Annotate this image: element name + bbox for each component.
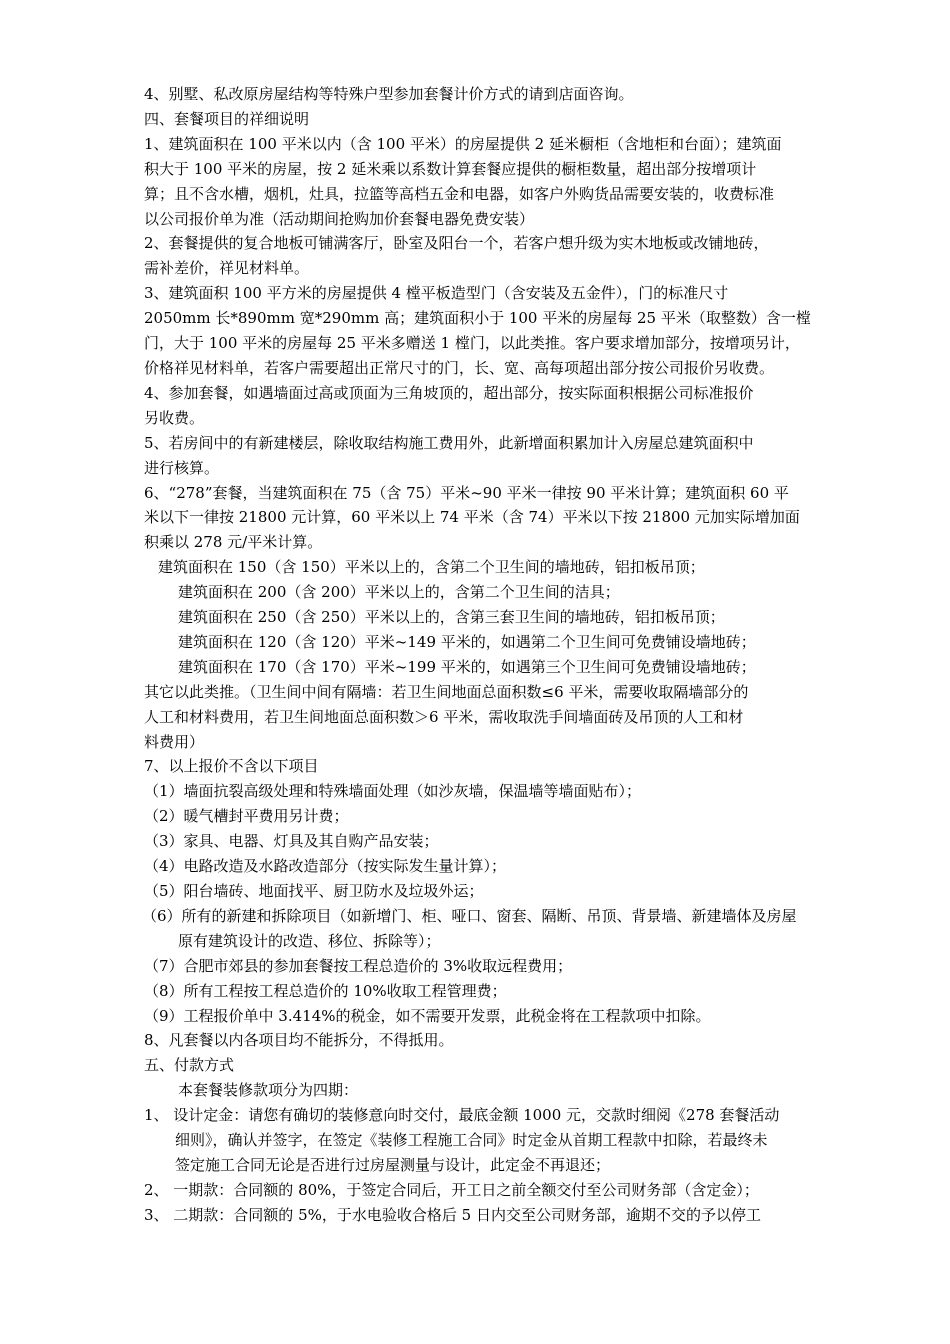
- text-line: 4、别墅、私改原房屋结构等特殊户型参加套餐计价方式的请到店面咨询。: [144, 85, 634, 103]
- list-item-continued: 细则》，确认并签字，在签定《装修工程施工合同》时定金从首期工程款中扣除，若最终未: [175, 1131, 768, 1150]
- list-item: （4）电路改造及水路改造部分（按实际发生量计算）；: [144, 857, 507, 876]
- document-page: [144, 82, 824, 1228]
- text-line: 需补差价，祥见材料单。: [144, 259, 310, 278]
- text-line: 3、建筑面积 100 平方米的房屋提供 4 樘平板造型门（含安装及五金件），门的标准尺寸: [144, 284, 729, 303]
- list-item: （1）墙面抗裂高级处理和特殊墙面处理（如沙灰墙，保温墙等墙面贴布）；: [144, 782, 642, 801]
- list-item-continued: 原有建筑设计的改造、移位、拆除等）；: [178, 931, 441, 950]
- text-line: 5、若房间中的有新建楼层，除收取结构施工费用外，此新增面积累加计入房屋总建筑面积中: [144, 433, 754, 452]
- text-line: 2050mm 长*890mm 宽*290mm 高；建筑面积小于 100 平米的房屋每 25 平米（取整数）含一樘: [144, 309, 811, 328]
- text-line: 进行核算。: [144, 458, 220, 477]
- list-item: （8）所有工程按工程总造价的 10%收取工程管理费；: [144, 981, 507, 1000]
- list-item: 1、 设计定金：请您有确切的装修意向时交付，最底金额 1000 元，交款时细阅《278 套餐活动: [144, 1106, 780, 1125]
- text-line: 建筑面积在 250（含 250）平米以上的，含第三套卫生间的墙地砖，铝扣板吊顶；: [178, 608, 725, 627]
- text-line: 7、以上报价不含以下项目: [144, 757, 319, 776]
- text-line: 以公司报价单为准（活动期间抢购加价套餐电器免费安装）: [144, 209, 535, 228]
- list-item: 3、 二期款：合同额的 5%，于水电验收合格后 5 日内交至公司财务部，逾期不交的予以停工: [144, 1205, 761, 1224]
- text-line: 算；且不含水槽，烟机，灶具，拉篮等高档五金和电器，如客户外购货品需要安装的，收费标准: [144, 184, 775, 203]
- list-item: （2）暖气槽封平费用另计费；: [144, 807, 349, 826]
- text-line: 建筑面积在 150（含 150）平米以上的，含第二个卫生间的墙地砖，铝扣板吊顶；: [158, 558, 705, 577]
- section-heading: 四、套餐项目的祥细说明: [144, 109, 310, 128]
- section-heading: 五、付款方式: [144, 1056, 235, 1075]
- text-line: 积乘以 278 元/平米计算。: [144, 533, 323, 552]
- list-item: （5）阳台墙砖、地面找平、厨卫防水及垃圾外运；: [144, 882, 484, 900]
- text-line: 另收费。: [144, 408, 205, 427]
- text-line: 米以下一律按 21800 元计算，60 平米以上 74 平米（含 74）平米以下按 21800 元加实际增加面: [144, 508, 800, 527]
- list-item: （3）家具、电器、灯具及其自购产品安装；: [144, 832, 439, 851]
- list-item: （9）工程报价单中 3.414%的税金，如不需要开发票，此税金将在工程款项中扣除。: [144, 1006, 711, 1025]
- text-line: 建筑面积在 200（含 200）平米以上的，含第二个卫生间的洁具；: [178, 583, 620, 602]
- text-line: 本套餐装修款项分为四期：: [178, 1081, 359, 1100]
- text-line: 6、“278”套餐，当建筑面积在 75（含 75）平米~90 平米一律按 90 平米计算；建筑面积 60 平: [144, 483, 789, 502]
- text-line: 门，大于 100 平米的房屋每 25 平米多赠送 1 樘门，以此类推。客户要求增加部分，按增项另计，: [144, 334, 800, 353]
- text-line: 8、凡套餐以内各项目均不能拆分，不得抵用。: [144, 1031, 454, 1050]
- text-line: 4、参加套餐，如遇墙面过高或顶面为三角坡顶的，超出部分，按实际面积根据公司标准报价: [144, 383, 754, 402]
- text-line: 人工和材料费用，若卫生间地面总面积数＞6 平米，需收取洗手间墙面砖及吊顶的人工和材: [144, 707, 744, 726]
- text-line: 建筑面积在 170（含 170）平米~199 平米的，如遇第三个卫生间可免费铺设墙地砖；: [178, 657, 756, 676]
- text-line: 其它以此类推。（卫生间中间有隔墙：若卫生间地面总面积数≤6 平米，需要收取隔墙部分的: [144, 682, 749, 701]
- text-line: 积大于 100 平米的房屋，按 2 延米乘以系数计算套餐应提供的橱柜数量，超出部分按增项计: [144, 159, 757, 178]
- list-item: （7）合肥市郊县的参加套餐按工程总造价的 3%收取远程费用；: [144, 956, 573, 975]
- list-item-continued: 签定施工合同无论是否进行过房屋测量与设计，此定金不再退还；: [175, 1155, 611, 1174]
- text-line: 建筑面积在 120（含 120）平米~149 平米的，如遇第二个卫生间可免费铺设墙地砖；: [178, 632, 756, 651]
- text-line: 料费用）: [144, 732, 205, 751]
- text-line: 价格祥见材料单，若客户需要超出正常尺寸的门，长、宽、高每项超出部分按公司报价另收费。: [144, 358, 775, 377]
- list-item: （6）所有的新建和拆除项目（如新增门、柜、哑口、窗套、隔断、吊顶、背景墙、新建墙体及房屋: [142, 906, 797, 925]
- text-line: 1、建筑面积在 100 平米以内（含 100 平米）的房屋提供 2 延米橱柜（含地柜和台面）；建筑面: [144, 134, 782, 153]
- text-line: 2、套餐提供的复合地板可铺满客厅，卧室及阳台一个，若客户想升级为实木地板或改铺地砖，: [144, 234, 769, 253]
- list-item: 2、 一期款：合同额的 80%，于签定合同后，开工日之前全额交付至公司财务部（含定金）；: [144, 1180, 759, 1199]
